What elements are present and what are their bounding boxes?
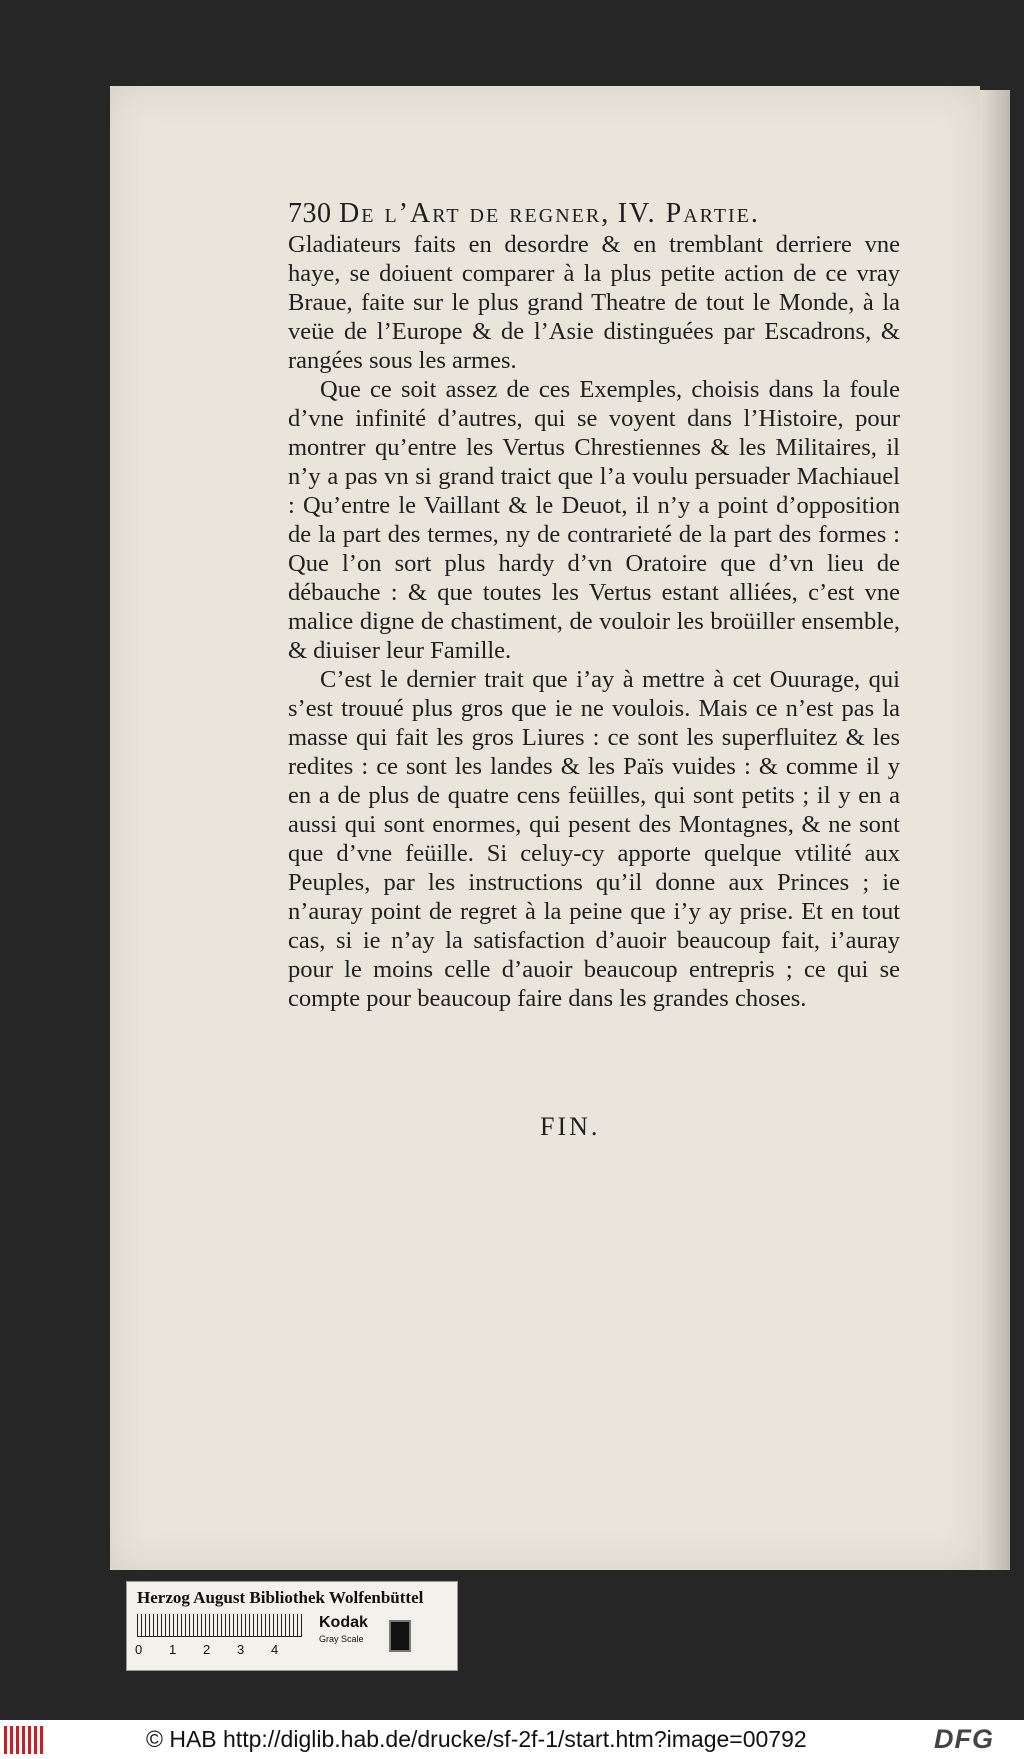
kodak-brand: Kodak [319,1614,368,1631]
running-title-part: IV. Partie. [617,198,760,229]
paragraph-2: Que ce soit assez de ces Exemples, choisis dans la foule d’vne infinité d’autres, qui se voyent dans l’Histoire, pour montrer qu’entre les Vertus Chrestiennes & les Militaires, il n’y a pas vn si grand traict que l’a voulu persuader Machiauel : Qu’entre le Vaillant & le Deuot, il n’y a point d’opposition de la part des termes, ny de contrarieté de la part des formes : Que l’on sort plus hardy d’vn Oratoire que d’vn lieu de débauche : & que toutes les Vertus estant alliées, c’est vne malice digne de chastiment, de vouloir les broüiller ensemble, & diuiser leur Famille. [288,376,900,664]
dfg-logo: DFG [934,1724,994,1754]
ruler-number: 1 [169,1642,177,1657]
library-name: Herzog August Bibliothek Wolfenbüttel [137,1588,424,1607]
gray-scale-label: Gray Scale [319,1634,364,1644]
ruler-numbers [135,1642,305,1657]
end-mark: FIN. [540,1112,601,1141]
ruler-number: 4 [271,1642,279,1657]
ruler-number: 2 [203,1642,211,1657]
ruler-number: 0 [135,1642,143,1657]
ruler-scale [137,1614,302,1637]
ruler-number: 3 [237,1642,245,1657]
page-number: 730 [288,198,332,229]
barcode-icon [4,1726,44,1754]
source-link[interactable]: © HAB http://diglib.hab.de/drucke/sf-2f-1/start.htm?image=00792 [146,1726,807,1752]
running-title: De l’Art de regner, [339,198,611,229]
running-header [288,198,928,230]
library-color-card [126,1581,458,1671]
body-text [288,230,900,1013]
paragraph-1: Gladiateurs faits en desordre & en tremblant derriere vne haye, se doiuent comparer à la plus petite action de ce vray Braue, faite sur le plus grand Theatre de tout le Monde, à la veüe de l’Europe & de l’Asie distinguées par Escadrons, & rangées sous les armes. [288,231,900,374]
paragraph-3: C’est le dernier trait que i’ay à mettre à cet Ouurage, qui s’est trouué plus gros que ie ne voulois. Mais ce n’est pas la masse qui fait les gros Liures : ce sont les superfluitez & les redites : ce sont les landes & les Païs vuides : & comme il y en a de plus de quatre cens feüilles, qui sont petits ; il y en a aussi qui sont enormes, qui pesent des Montagnes, & ne sont que d’vne feüille. Si celuy-cy apporte quelque vtilité aux Peuples, par les instructions qu’il donne aux Princes ; ie n’auray point de regret à la peine que i’y ay prise. Et en tout cas, si ie n’ay la satisfaction d’auoir beaucoup fait, i’auray pour le moins celle d’auoir beaucoup entrepris ; ce qui se compte pour beaucoup faire dans les grandes choses. [288,666,900,1012]
gray-patch [389,1620,411,1652]
footer-bar [0,1720,1024,1759]
